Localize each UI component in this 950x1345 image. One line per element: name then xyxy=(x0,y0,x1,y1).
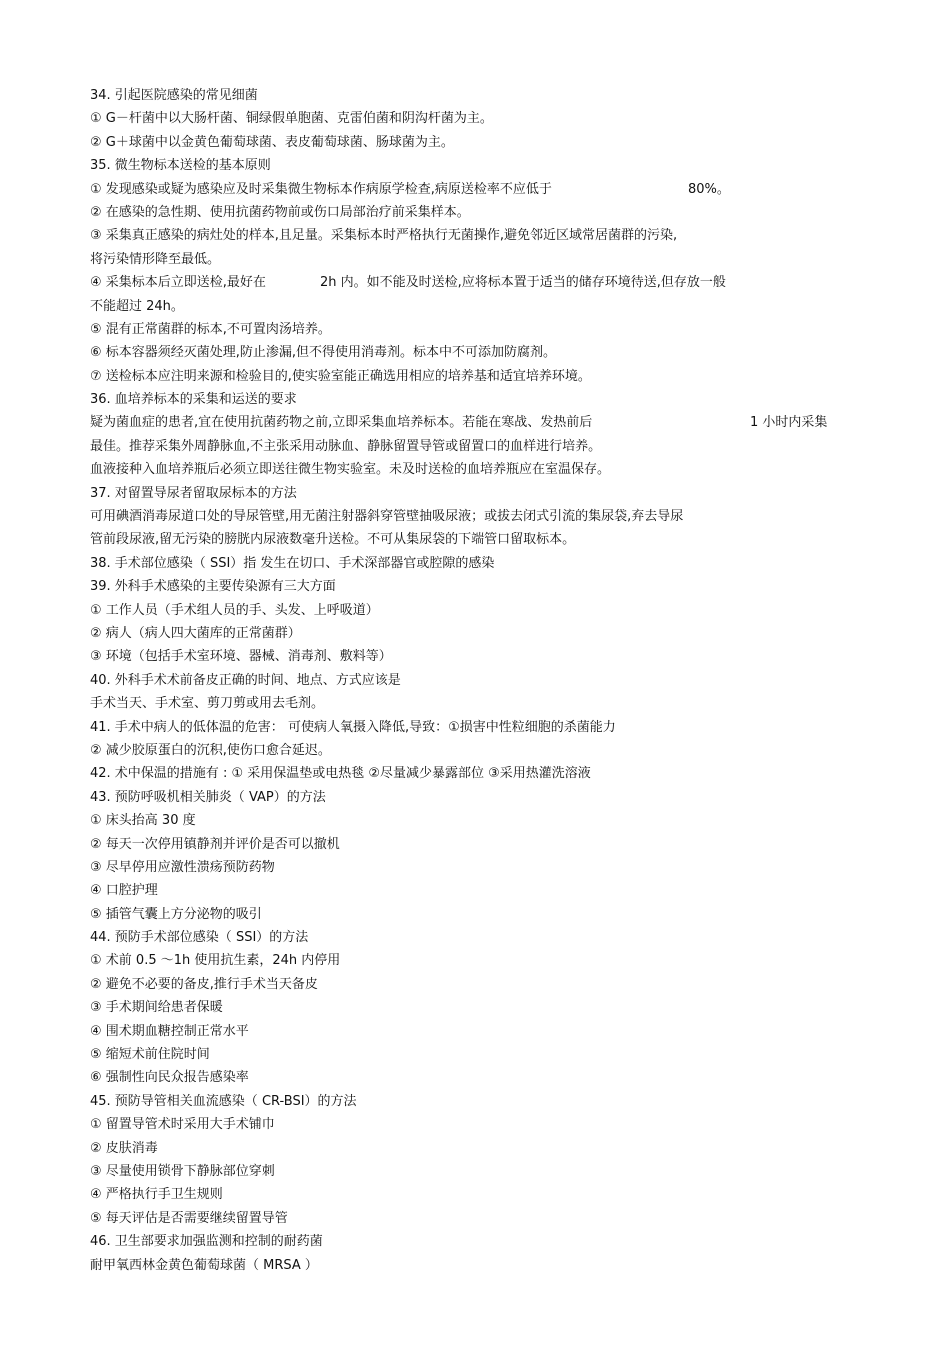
text-line xyxy=(90,411,890,434)
text-line xyxy=(90,154,890,177)
line-text: ① G－杆菌中以大肠杆菌、铜绿假单胞菌、克雷伯菌和阴沟杆菌为主。 xyxy=(90,111,493,127)
line-text: ④ 严格执行手卫生规则 xyxy=(90,1187,223,1203)
text-line xyxy=(90,926,890,949)
text-line xyxy=(90,482,890,505)
line-text: 43. 预防呼吸机相关肺炎（ VAP）的方法 xyxy=(90,789,326,805)
text-line xyxy=(90,341,890,364)
line-text: ④ 围术期血糖控制正常水平 xyxy=(90,1023,249,1039)
text-line xyxy=(90,879,890,902)
text-line xyxy=(90,552,890,575)
text-line xyxy=(90,645,890,668)
text-line xyxy=(90,973,890,996)
text-line xyxy=(90,692,890,715)
text-line xyxy=(90,833,890,856)
line-text: ① 发现感染或疑为感染应及时采集微生物标本作病原学检查,病原送检率不应低于 xyxy=(90,181,552,197)
line-text: 37. 对留置导尿者留取尿标本的方法 xyxy=(90,485,297,501)
text-line xyxy=(90,131,890,154)
text-line xyxy=(90,809,890,832)
text-line xyxy=(90,1207,890,1230)
line-text: 不能超过 24h。 xyxy=(90,298,184,314)
line-text: ⑤ 插管气囊上方分泌物的吸引 xyxy=(90,906,262,922)
text-line xyxy=(90,1090,890,1113)
line-text: 34. 引起医院感染的常见细菌 xyxy=(90,88,258,103)
text-line xyxy=(90,1020,890,1043)
line-text: 最佳。推荐采集外周静脉血,不主张采用动脉血、静脉留置导管或留置口的血样进行培养。 xyxy=(90,438,602,454)
text-line xyxy=(90,762,890,785)
line-text: 44. 预防手术部位感染（ SSI）的方法 xyxy=(90,930,309,946)
line-text: 46. 卫生部要求加强监测和控制的耐药菌 xyxy=(90,1234,323,1250)
text-line xyxy=(90,996,890,1019)
line-text: 耐甲氧西林金黄色葡萄球菌（ MRSA ） xyxy=(90,1257,318,1273)
text-line xyxy=(90,365,890,388)
text-line xyxy=(90,575,890,598)
line-text: ⑦ 送检标本应注明来源和检验目的,使实验室能正确选用相应的培养基和适宜培养环境。 xyxy=(90,368,591,384)
text-line xyxy=(90,84,890,107)
line-text: ③ 尽量使用锁骨下静脉部位穿刺 xyxy=(90,1163,275,1179)
text-line xyxy=(90,949,890,972)
text-line xyxy=(90,786,890,809)
text-line xyxy=(90,669,890,692)
line-text: ⑥ 标本容器须经灭菌处理,防止渗漏,但不得使用消毒剂。标本中不可添加防腐剂。 xyxy=(90,345,557,361)
line-text: 41. 手术中病人的低体温的危害： 可使病人氧摄入降低,导致：①损害中性粒细胞的杀菌能力 xyxy=(90,719,616,735)
text-line xyxy=(90,201,890,224)
line-text: ④ 口腔护理 xyxy=(90,883,158,899)
line-text: 管前段尿液,留无污染的膀胱内尿液数毫升送检。不可从集尿袋的下端管口留取标本。 xyxy=(90,532,576,548)
line-text: 35. 微生物标本送检的基本原则 xyxy=(90,158,271,174)
text-line xyxy=(90,505,890,528)
text-line xyxy=(90,599,890,622)
line-text: ④ 采集标本后立即送检,最好在 xyxy=(90,275,266,291)
text-line xyxy=(90,1183,890,1206)
text-line xyxy=(90,622,890,645)
line-text: 血液接种入血培养瓶后必须立即送往微生物实验室。未及时送检的血培养瓶应在室温保存。 xyxy=(90,462,611,478)
text-line xyxy=(90,248,890,271)
text-line xyxy=(90,107,890,130)
text-line xyxy=(90,224,890,247)
line-text: ③ 尽早停用应激性溃疡预防药物 xyxy=(90,859,275,875)
text-line xyxy=(90,1113,890,1136)
text-line xyxy=(90,388,890,411)
line-text: 36. 血培养标本的采集和运送的要求 xyxy=(90,392,297,408)
document-body xyxy=(90,84,890,1277)
text-line xyxy=(90,318,890,341)
text-line xyxy=(90,716,890,739)
text-line xyxy=(90,435,890,458)
text-line xyxy=(90,1137,890,1160)
line-text-continued: 1 小时内采集 xyxy=(750,415,828,431)
line-text: 将污染情形降至最低。 xyxy=(90,251,221,267)
line-text: ⑤ 每天评估是否需要继续留置导管 xyxy=(90,1210,288,1226)
line-text: 可用碘酒消毒尿道口处的导尿管壁,用无菌注射器斜穿管壁抽吸尿液；或拔去闭式引流的集尿袋,弃去导尿 xyxy=(90,509,684,525)
text-line xyxy=(90,178,890,201)
line-text: 疑为菌血症的患者,宜在使用抗菌药物之前,立即采集血培养标本。若能在寒战、发热前后 xyxy=(90,415,593,431)
line-text: 40. 外科手术术前备皮正确的时间、地点、方式应该是 xyxy=(90,672,401,688)
line-text: 38. 手术部位感染（ SSI）指 发生在切口、手术深部器官或腔隙的感染 xyxy=(90,555,495,571)
line-text-continued: 80%。 xyxy=(688,181,730,197)
text-line xyxy=(90,528,890,551)
line-text: ② 在感染的急性期、使用抗菌药物前或伤口局部治疗前采集样本。 xyxy=(90,204,470,220)
line-text: ① 工作人员（手术组人员的手、头发、上呼吸道） xyxy=(90,602,379,618)
line-text: ③ 手术期间给患者保暖 xyxy=(90,1000,223,1016)
line-text: ③ 采集真正感染的病灶处的样本,且足量。采集标本时严格执行无菌操作,避免邻近区域常居菌群的污染, xyxy=(90,228,678,244)
line-text: 39. 外科手术感染的主要传染源有三大方面 xyxy=(90,579,336,595)
line-text: ② 减少胶原蛋白的沉积,使伤口愈合延迟。 xyxy=(90,742,331,758)
line-text: ② 皮肤消毒 xyxy=(90,1140,158,1156)
line-text: ② 避免不必要的备皮,推行手术当天备皮 xyxy=(90,976,318,992)
line-text: ① 留置导管术时采用大手术铺巾 xyxy=(90,1117,275,1133)
line-text: ① 床头抬高 30 度 xyxy=(90,813,196,829)
text-line xyxy=(90,1066,890,1089)
line-text: ⑤ 缩短术前住院时间 xyxy=(90,1047,210,1063)
line-text: ⑥ 强制性向民众报告感染率 xyxy=(90,1070,249,1086)
text-line xyxy=(90,1230,890,1253)
line-text: ② 每天一次停用镇静剂并评价是否可以撤机 xyxy=(90,836,340,852)
line-text: ② 病人（病人四大菌库的正常菌群） xyxy=(90,625,301,641)
line-text: 42. 术中保温的措施有 : ① 采用保温垫或电热毯 ②尽量减少暴露部位 ③采用热灌洗溶液 xyxy=(90,766,591,782)
text-line xyxy=(90,903,890,926)
line-text: ① 术前 0.5 ～1h 使用抗生素，24h 内停用 xyxy=(90,953,341,969)
text-line xyxy=(90,295,890,318)
line-text-continued: 2h 内。如不能及时送检,应将标本置于适当的储存环境待送,但存放一般 xyxy=(320,275,726,291)
line-text: 45. 预防导管相关血流感染（ CR-BSI）的方法 xyxy=(90,1093,357,1109)
text-line xyxy=(90,1160,890,1183)
line-text: ⑤ 混有正常菌群的标本,不可置肉汤培养。 xyxy=(90,321,331,337)
line-text: ② G＋球菌中以金黄色葡萄球菌、表皮葡萄球菌、肠球菌为主。 xyxy=(90,134,454,150)
text-line xyxy=(90,458,890,481)
text-line xyxy=(90,1043,890,1066)
text-line xyxy=(90,739,890,762)
text-line xyxy=(90,271,890,294)
text-line xyxy=(90,856,890,879)
line-text: ③ 环境（包括手术室环境、器械、消毒剂、敷料等） xyxy=(90,649,392,665)
text-line xyxy=(90,1254,890,1277)
line-text: 手术当天、手术室、剪刀剪或用去毛剂。 xyxy=(90,696,325,712)
